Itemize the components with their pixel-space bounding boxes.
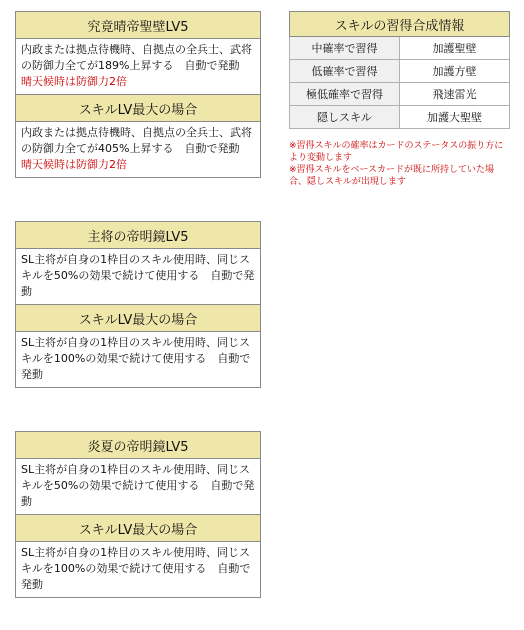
skill-title: 主将の帝明鏡LV5 [16,222,261,249]
skill-title: 炎夏の帝明鏡LV5 [16,432,261,459]
info-row-label: 低確率で習得 [290,60,400,83]
skill-block-1 [15,11,261,178]
skill-description: SL主将が自身の1枠目のスキル使用時、同じスキルを50%の効果で続けて使用する 自動で発動 [16,249,261,305]
max-desc-text: 内政または拠点待機時、自拠点の全兵士、武将の防御力全てが405%上昇する 自動で発動 [21,126,252,155]
info-row-value: 加護聖壁 [400,37,510,60]
max-level-title: スキルLV最大の場合 [16,515,261,542]
skill-block-2 [15,221,261,388]
skill-block-3 [15,431,261,598]
info-note-probability: ※習得スキルの確率はカードのステータスの振り方により変動します [289,141,504,163]
max-level-title: スキルLV最大の場合 [16,305,261,332]
info-row [290,106,510,129]
skill-desc-text: 内政または拠点待機時、自拠点の全兵士、武将の防御力全てが189%上昇する 自動で発動 [21,43,252,72]
info-row-label: 極低確率で習得 [290,83,400,106]
skill-bonus-text: 晴天候時は防御力2倍 [21,75,127,88]
info-row [290,83,510,106]
skill-description: SL主将が自身の1枠目のスキル使用時、同じスキルを50%の効果で続けて使用する 自動で発動 [16,459,261,515]
info-row-label: 中確率で習得 [290,37,400,60]
info-row-value: 飛速雷光 [400,83,510,106]
info-row [290,60,510,83]
skill-description [16,39,261,95]
info-row-value: 加護大聖壁 [400,106,510,129]
max-level-description [16,122,261,178]
max-level-description: SL主将が自身の1枠目のスキル使用時、同じスキルを100%の効果で続けて使用する 自動で発動 [16,542,261,598]
skill-title: 究竟晴帝聖壁LV5 [16,12,261,39]
info-note-hidden-skill: ※習得スキルをベースカードが既に所持していた場合、隠しスキルが出現します [289,165,495,187]
max-bonus-text: 晴天候時は防御力2倍 [21,158,127,171]
info-notes [289,140,511,188]
info-row [290,37,510,60]
info-row-value: 加護方壁 [400,60,510,83]
max-level-title: スキルLV最大の場合 [16,95,261,122]
max-level-description: SL主将が自身の1枠目のスキル使用時、同じスキルを100%の効果で続けて使用する 自動で発動 [16,332,261,388]
skill-synthesis-info [289,11,510,129]
info-row-label: 隠しスキル [290,106,400,129]
info-title: スキルの習得合成情報 [290,12,510,37]
